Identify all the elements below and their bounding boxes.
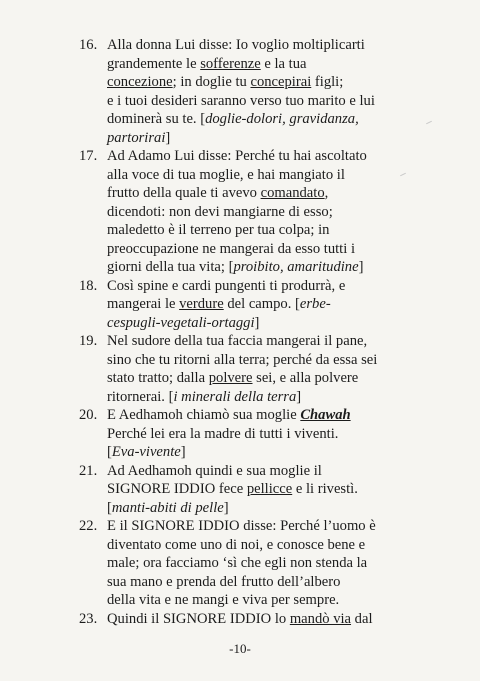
text-line xyxy=(107,110,409,129)
text-run: Perché lei era la madre di tutti i viventi. xyxy=(107,425,339,442)
styled-text: erbe- xyxy=(299,296,331,312)
text-run: Così spine e cardi pungenti ti produrrà, e xyxy=(107,277,346,294)
text-line xyxy=(107,332,409,351)
text-run: e li rivestì. xyxy=(292,481,358,497)
text-line xyxy=(107,203,409,222)
text-run: Ad Aedhamoh quindi e sua moglie il xyxy=(107,462,322,479)
text-line xyxy=(107,184,409,203)
scan-speck xyxy=(426,121,432,124)
page-number: -10- xyxy=(229,641,251,656)
text-run: maledetto è il terreno per tua colpa; in xyxy=(107,222,330,238)
text-run: mangerai le xyxy=(107,296,180,312)
text-run: alla voce di tua moglie, e hai mangiato il xyxy=(107,166,345,183)
text-run: e la tua xyxy=(260,55,307,72)
text-run: Nel sudore della tua faccia mangerai il pane, xyxy=(107,333,368,349)
verse-number: 20. xyxy=(79,407,98,423)
verse-number: 19. xyxy=(79,333,98,349)
text-line xyxy=(107,36,409,55)
text-line xyxy=(107,443,409,462)
verse-text xyxy=(107,36,409,147)
text-run: ritornerai. [ xyxy=(107,388,174,405)
text-run: E il SIGNORE IDDIO disse: Perché l’uomo è xyxy=(107,518,376,534)
text-line xyxy=(107,388,409,407)
text-run: dicendoti: non devi mangiarne di esso; xyxy=(107,203,333,220)
text-line xyxy=(107,462,409,481)
text-line xyxy=(107,369,409,388)
verse-number: 23. xyxy=(79,610,98,627)
text-line xyxy=(107,258,409,277)
text-run: sei, e alla polvere xyxy=(252,370,359,386)
verse xyxy=(79,610,409,629)
styled-text: doglie-dolori, gravidanza, xyxy=(205,111,359,127)
text-line xyxy=(107,573,409,592)
text-line xyxy=(107,295,409,314)
verse-number: 21. xyxy=(79,462,98,479)
text-line xyxy=(107,554,409,573)
text-run: e i tuoi desideri saranno verso tuo marito e lui xyxy=(107,92,375,109)
text-line xyxy=(107,55,409,74)
styled-text: partorirai xyxy=(107,129,166,146)
text-run: sino che tu ritorni alla terra; perché da essa sei xyxy=(107,351,378,368)
text-run: giorni della tua vita; [ xyxy=(107,259,234,275)
text-run: della vita e ne mangi e viva per sempre. xyxy=(107,592,340,608)
text-run: figli; xyxy=(311,74,344,90)
text-line xyxy=(107,147,409,166)
text-run: Ad Adamo Lui disse: Perché tu hai ascoltato xyxy=(107,148,367,164)
text-run: ] xyxy=(165,129,171,146)
text-line xyxy=(107,499,409,518)
text-run: Alla donna Lui disse: Io voglio moltiplicarti xyxy=(107,37,365,53)
text-run: SIGNORE IDDIO fece xyxy=(107,481,247,497)
verse-text xyxy=(107,406,409,462)
text-run: ] xyxy=(358,259,364,275)
verse-number: 18. xyxy=(79,277,98,294)
verse-number: 22. xyxy=(79,518,98,534)
styled-text: concepirai xyxy=(250,74,312,90)
text-run: sua mano e prenda del frutto dell’albero xyxy=(107,573,341,590)
verse-number: 16. xyxy=(79,37,98,53)
styled-text: polvere xyxy=(208,370,253,386)
verse-text xyxy=(107,462,409,518)
text-run: [ xyxy=(107,444,112,460)
styled-text: i minerali della terra xyxy=(173,388,297,405)
text-run: ; in doglie tu xyxy=(172,74,251,90)
text-line xyxy=(107,480,409,499)
verse-text xyxy=(107,147,409,277)
text-line xyxy=(107,73,409,92)
styled-text: mandò via xyxy=(289,610,352,627)
text-line xyxy=(107,129,409,148)
styled-text: cespugli-vegetali-ortaggi xyxy=(107,314,255,331)
text-line xyxy=(107,536,409,555)
text-line xyxy=(107,591,409,610)
text-line xyxy=(107,351,409,370)
text-run: ] xyxy=(254,314,260,331)
text-line xyxy=(107,610,409,629)
verse xyxy=(79,517,409,610)
text-run: diventato come uno di noi, e conosce bene e xyxy=(107,536,366,553)
styled-text: Eva-vivente xyxy=(111,444,181,460)
text-run: male; ora facciamo ‘sì che egli non stenda la xyxy=(107,555,368,571)
text-run: ] xyxy=(223,499,229,516)
text-line xyxy=(107,92,409,111)
styled-text: concezione xyxy=(107,74,173,90)
styled-text: pellicce xyxy=(246,481,293,497)
text-line xyxy=(107,406,409,425)
verse xyxy=(79,147,409,277)
text-run: E Aedhamoh chiamò sua moglie xyxy=(107,407,301,423)
verse-list xyxy=(79,36,409,628)
verse xyxy=(79,332,409,406)
text-run: grandemente le xyxy=(107,55,201,72)
text-line xyxy=(107,166,409,185)
styled-text: proibito, amaritudine xyxy=(233,259,359,275)
styled-text: manti-abiti di pelle xyxy=(111,499,224,516)
styled-text: verdure xyxy=(179,296,224,312)
text-line xyxy=(107,517,409,536)
verse-text xyxy=(107,517,409,610)
text-run: stato tratto; dalla xyxy=(107,370,209,386)
styled-text: Chawah xyxy=(300,407,351,423)
text-line xyxy=(107,240,409,259)
verse xyxy=(79,277,409,333)
text-line xyxy=(107,314,409,333)
verse xyxy=(79,36,409,147)
verse-number: 17. xyxy=(79,148,98,164)
text-run: dominerà su te. [ xyxy=(107,111,206,127)
text-line xyxy=(107,425,409,444)
text-run: preoccupazione ne mangerai da esso tutti i xyxy=(107,240,355,257)
verse xyxy=(79,462,409,518)
verse-text xyxy=(107,277,409,333)
verse-text xyxy=(107,332,409,406)
text-run: ] xyxy=(180,444,186,460)
text-line xyxy=(107,277,409,296)
text-run: ] xyxy=(296,388,302,405)
verse xyxy=(79,406,409,462)
text-run: [ xyxy=(107,499,112,516)
text-run: frutto della quale ti avevo xyxy=(107,185,261,201)
text-run: dal xyxy=(351,610,373,627)
verse-text xyxy=(107,610,409,629)
text-run: , xyxy=(324,185,329,201)
text-line xyxy=(107,221,409,240)
styled-text: comandato xyxy=(260,185,325,201)
styled-text: sofferenze xyxy=(200,55,261,72)
text-run: Quindi il SIGNORE IDDIO lo xyxy=(107,610,290,627)
text-run: del campo. [ xyxy=(223,296,300,312)
